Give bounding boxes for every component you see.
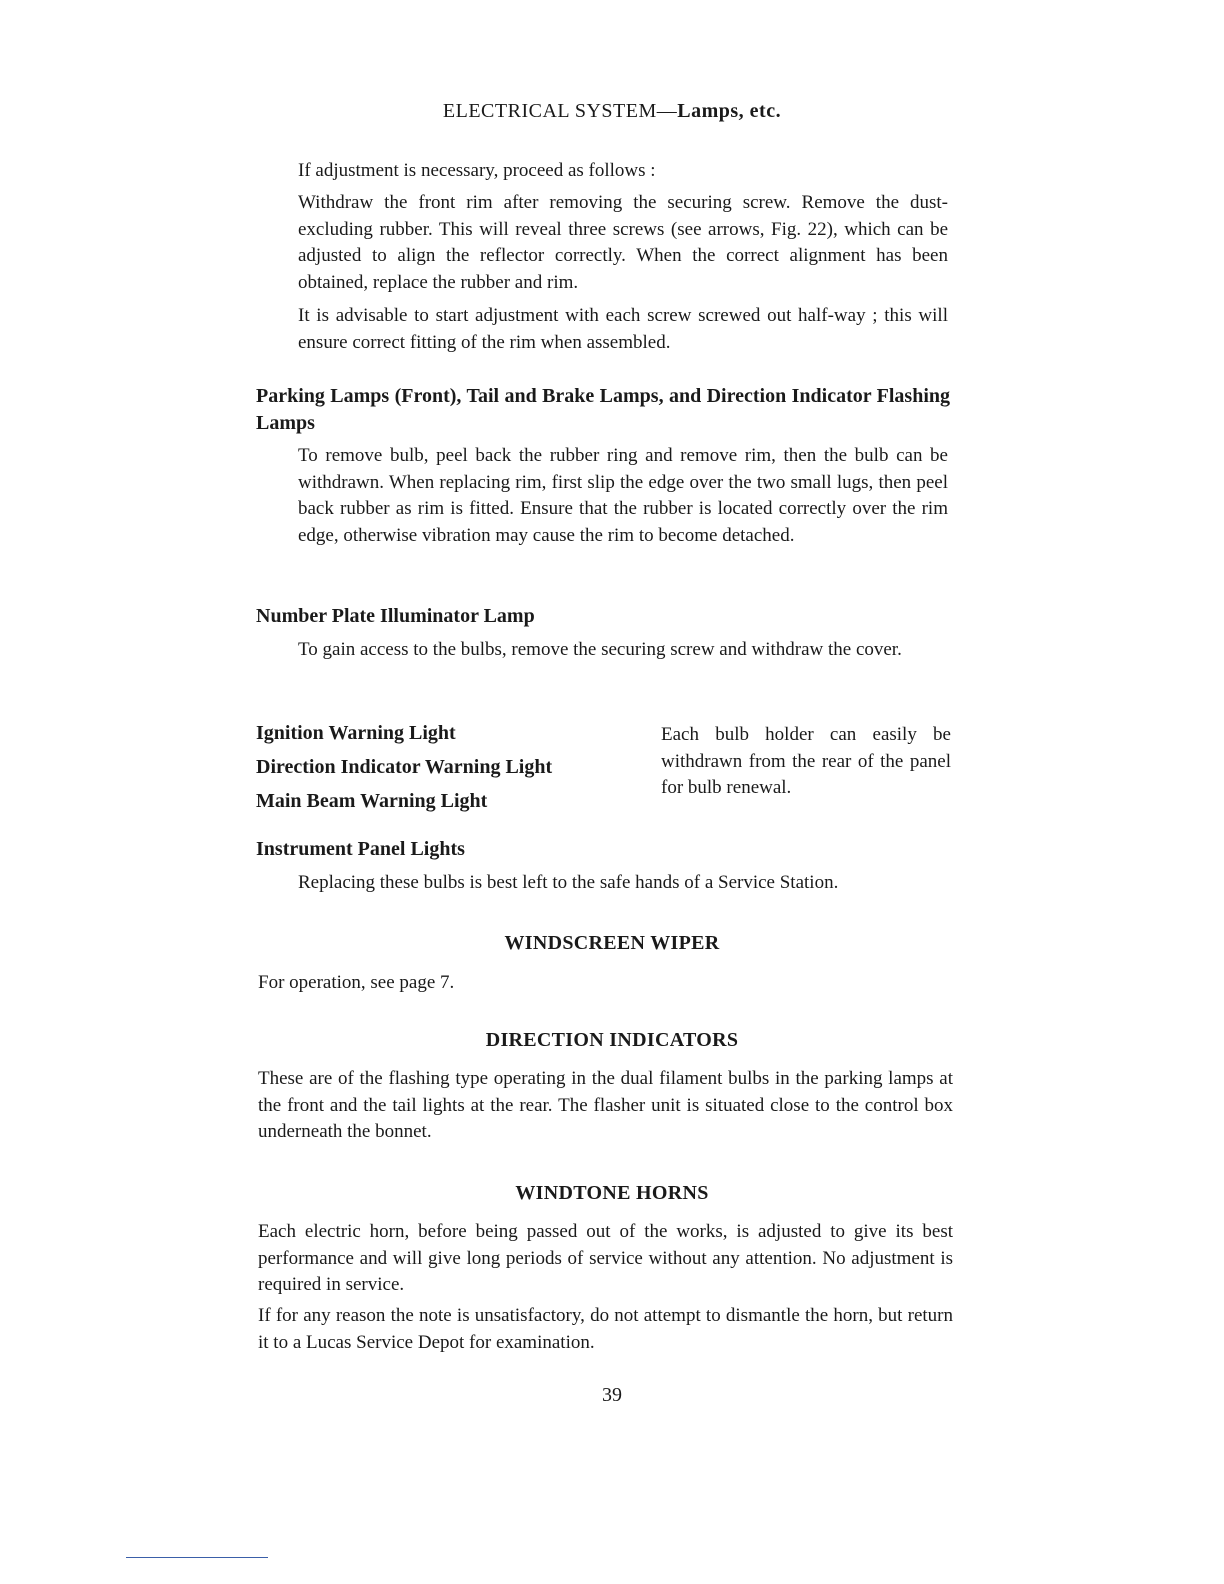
- warning-light-item: Ignition Warning Light: [256, 722, 456, 744]
- warning-light-item: Main Beam Warning Light: [256, 790, 488, 812]
- page-number: 39: [602, 1384, 622, 1406]
- headlamp-adjustment-paragraph: Withdraw the front rim after removing the securing screw. Remove the dust-excluding rubber. This will reveal three screws (see arrows, Fig. 22), which can be adjusted to align the reflector correctly. When the correct alignment has been obtained, replace the rubber and rim.: [298, 192, 948, 293]
- instrument-panel-body: Replacing these bulbs is best left to the safe hands of a Service Station.: [298, 872, 839, 893]
- running-head-section: ELECTRICAL SYSTEM: [442, 100, 657, 122]
- running-head: [0, 100, 1224, 123]
- windtone-horns-paragraph-2: If for any reason the note is unsatisfactory, do not attempt to dismantle the horn, but return it to a Lucas Service Depot for examination.: [258, 1305, 953, 1353]
- warning-lights-note: Each bulb holder can easily be withdrawn from the rear of the panel for bulb renewal.: [661, 724, 951, 798]
- warning-light-item: Direction Indicator Warning Light: [256, 756, 553, 778]
- running-head-dash: —: [656, 100, 678, 122]
- footer-rule: [126, 1557, 268, 1558]
- windscreen-wiper-body: For operation, see page 7.: [258, 972, 455, 993]
- direction-indicators-heading: DIRECTION INDICATORS: [485, 1029, 739, 1051]
- headlamp-intro: If adjustment is necessary, proceed as follows :: [298, 160, 656, 181]
- parking-lamps-heading: Parking Lamps (Front), Tail and Brake Lamps, and Direction Indicator Flashing Lamps: [256, 385, 950, 434]
- windtone-horns-paragraph-1: Each electric horn, before being passed out of the works, is adjusted to give its best performance and will give long periods of service without any attention. No adjustment is required in service.: [258, 1221, 953, 1295]
- direction-indicators-body: These are of the flashing type operating in the dual filament bulbs in the parking lamps at the front and the tail lights at the rear. The flasher unit is situated close to the control box underneath the bonnet.: [258, 1068, 953, 1142]
- parking-lamps-body: To remove bulb, peel back the rubber ring and remove rim, then the bulb can be withdrawn. When replacing rim, first slip the edge over the two small lugs, then peel back rubber as rim is fitted. Ensure that the rubber is located correctly over the rim edge, otherwise vibration may cause the rim to become detached.: [298, 445, 948, 546]
- instrument-panel-heading: Instrument Panel Lights: [256, 838, 465, 860]
- number-plate-body: To gain access to the bulbs, remove the securing screw and withdraw the cover.: [298, 639, 902, 660]
- warning-lights-list: [256, 716, 636, 818]
- number-plate-heading: Number Plate Illuminator Lamp: [256, 605, 535, 627]
- headlamp-advice-paragraph: It is advisable to start adjustment with each screw screwed out half-way ; this will ensure correct fitting of the rim when assembled.: [298, 305, 948, 353]
- running-head-topic: Lamps, etc.: [677, 100, 782, 122]
- windscreen-wiper-heading: WINDSCREEN WIPER: [504, 932, 720, 954]
- windtone-horns-heading: WINDTONE HORNS: [515, 1182, 709, 1204]
